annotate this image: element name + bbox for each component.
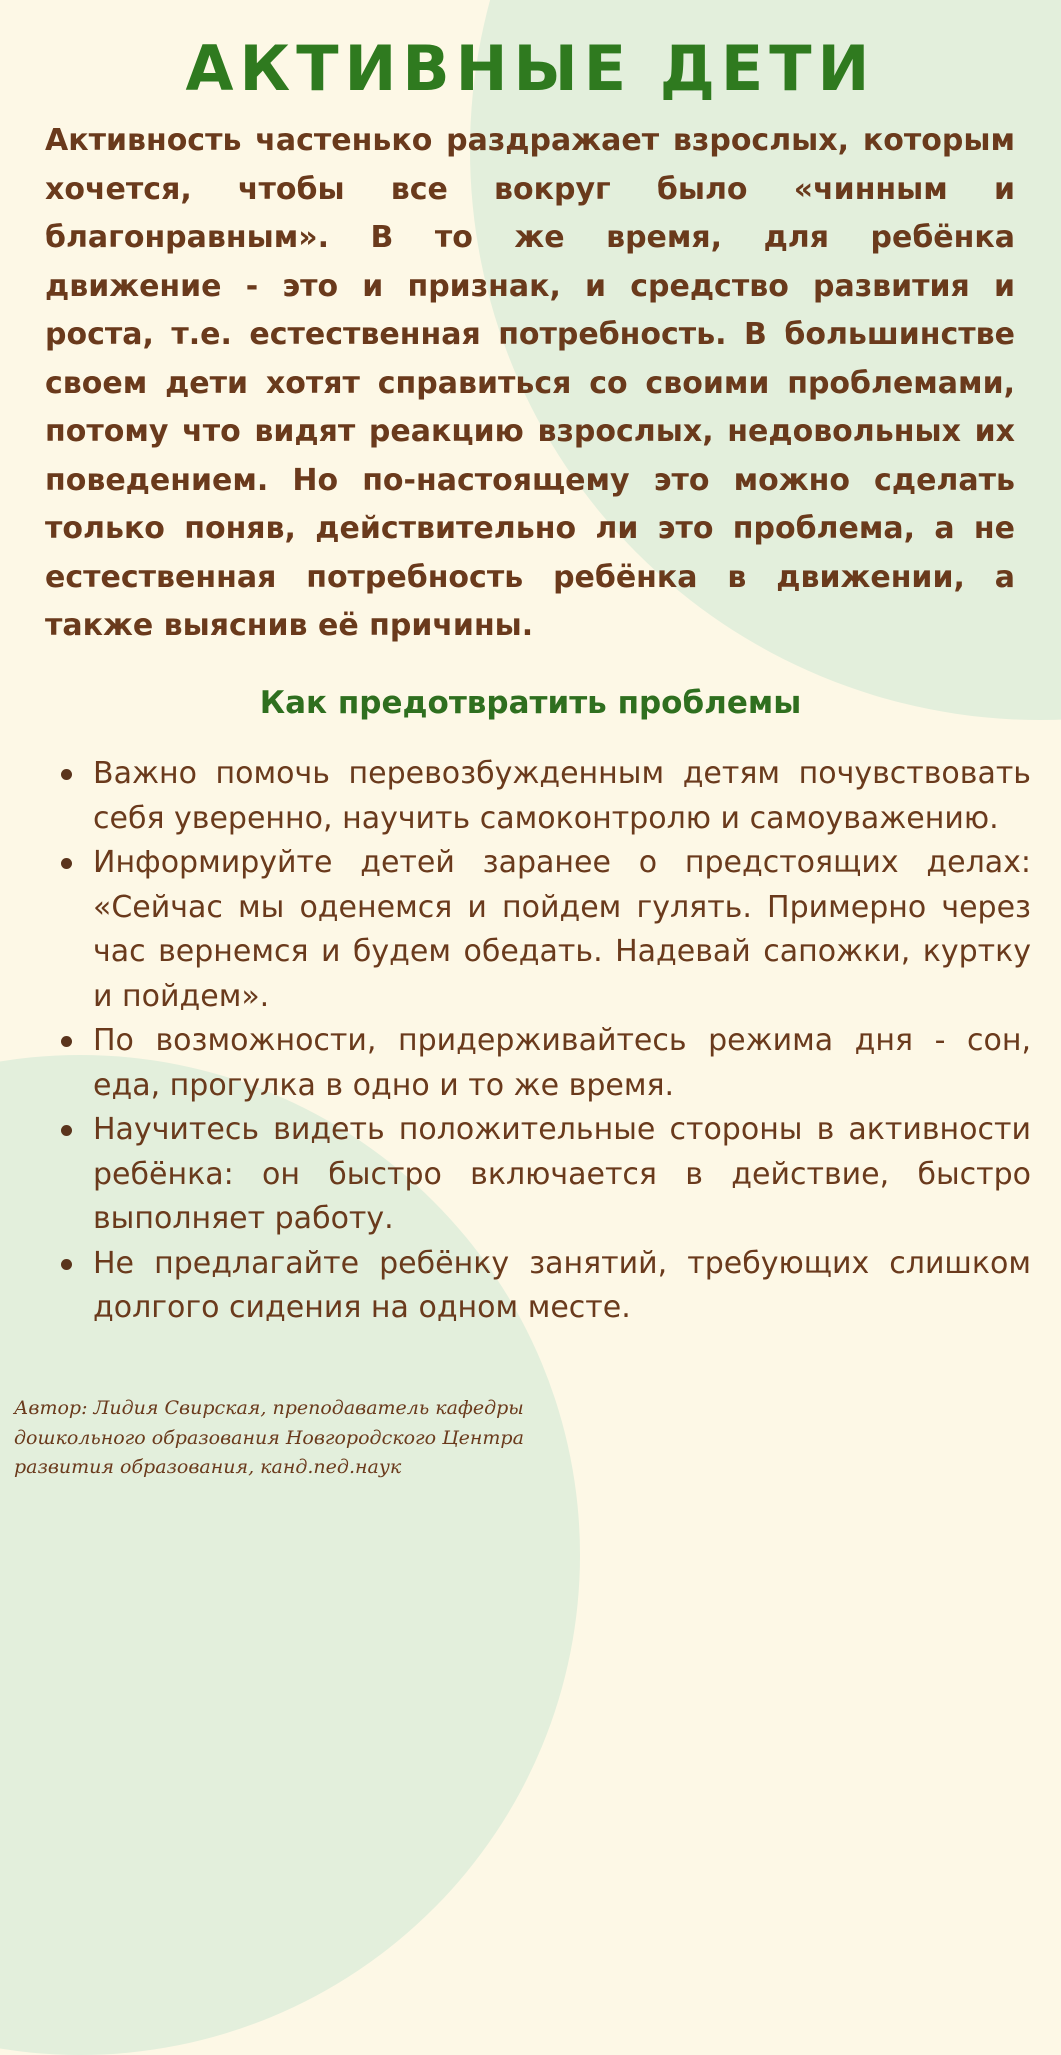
intro-paragraph: Активность частенько раздражает взрослых, которым хочется, чтобы все вокруг было «чинным и благонравным». В то же время, для ребёнка движение - это и признак, и средство развития и роста, т.е. естественная потребность. В большинстве своем дети хотят справиться со своими проблемами, потому что видят реакцию взрослых, недовольных их поведением. Но по-настоящему это можно сделать только поняв, действительно ли это проблема, а не естественная потребность ребёнка в движении, а также выяснив её причины. xyxy=(45,123,1015,643)
list-item xyxy=(57,1019,1031,1108)
list-item xyxy=(57,841,1031,1019)
list-item xyxy=(57,1242,1031,1331)
tips-list xyxy=(57,752,1031,1331)
tip-text: Важно помочь перевозбужденным детям почувствовать себя уверенно, научить самоконтролю и самоуважению. xyxy=(93,756,1031,836)
bullet-icon xyxy=(61,1036,72,1047)
section-heading: Как предотвратить проблемы xyxy=(259,685,802,721)
bullet-icon xyxy=(61,1125,72,1136)
list-item xyxy=(57,1108,1031,1242)
author-credit: Автор: Лидия Свирская, преподаватель кафедры дошкольного образования Новгородского Центра развития образования, канд.пед.наук xyxy=(14,1397,524,1478)
page-title: АКТИВНЫЕ ДЕТИ xyxy=(185,32,876,105)
tip-text: По возможности, придерживайтесь режима дня - сон, еда, прогулка в одно и то же время. xyxy=(93,1023,1031,1103)
bullet-icon xyxy=(61,858,72,869)
list-item xyxy=(57,752,1031,841)
tip-text: Научитесь видеть положительные стороны в активности ребёнка: он быстро включается в действие, быстро выполняет работу. xyxy=(93,1112,1031,1236)
bullet-icon xyxy=(61,1259,72,1270)
bullet-icon xyxy=(61,769,72,780)
tip-text: Информируйте детей заранее о предстоящих делах: «Сейчас мы оденемся и пойдем гулять. Примерно через час вернемся и будем обедать. Надевай сапожки, куртку и пойдем». xyxy=(93,845,1031,1014)
tip-text: Не предлагайте ребёнку занятий, требующих слишком долгого сидения на одном месте. xyxy=(93,1245,1031,1325)
